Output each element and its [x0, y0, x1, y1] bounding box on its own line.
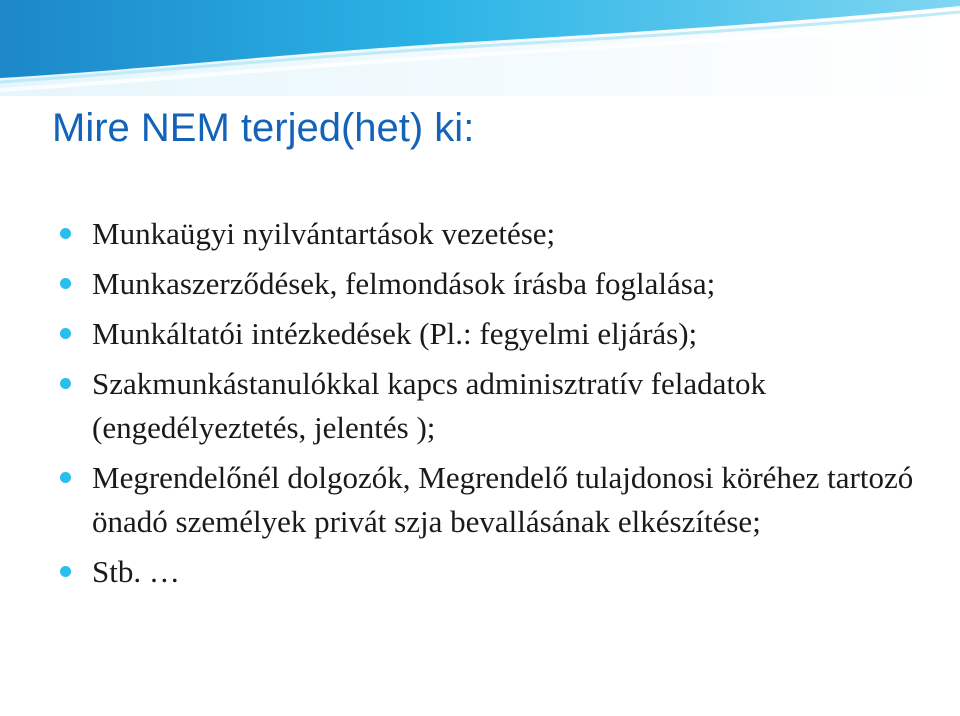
list-item-text: Munkaszerződések, felmondások írásba foglalása; [92, 266, 716, 301]
list-item [56, 212, 936, 256]
list-item [56, 362, 936, 450]
bullet-dot-icon [60, 472, 71, 483]
list-item-text: Munkáltatói intézkedések (Pl.: fegyelmi eljárás); [92, 316, 698, 351]
list-item-text: Megrendelőnél dolgozók, Megrendelő tulajdonosi köréhez tartozó önadó személyek privát szja bevallásának elkészítése; [92, 460, 914, 539]
list-item-text: Stb. … [92, 554, 180, 589]
list-item [56, 456, 936, 544]
list-item-text: Munkaügyi nyilvántartások vezetése; [92, 216, 556, 251]
bullet-dot-icon [60, 228, 71, 239]
slide-title: Mire NEM terjed(het) ki: [52, 106, 475, 150]
bullet-dot-icon [60, 566, 71, 577]
bullet-dot-icon [60, 378, 71, 389]
list-item [56, 312, 936, 356]
list-item [56, 550, 936, 594]
list-item-text: Szakmunkástanulókkal kapcs adminisztratív feladatok (engedélyeztetés, jelentés ); [92, 366, 767, 445]
bullet-list [56, 212, 936, 600]
decorative-header-band [0, 0, 960, 100]
list-item [56, 262, 936, 306]
bullet-dot-icon [60, 278, 71, 289]
bullet-dot-icon [60, 328, 71, 339]
